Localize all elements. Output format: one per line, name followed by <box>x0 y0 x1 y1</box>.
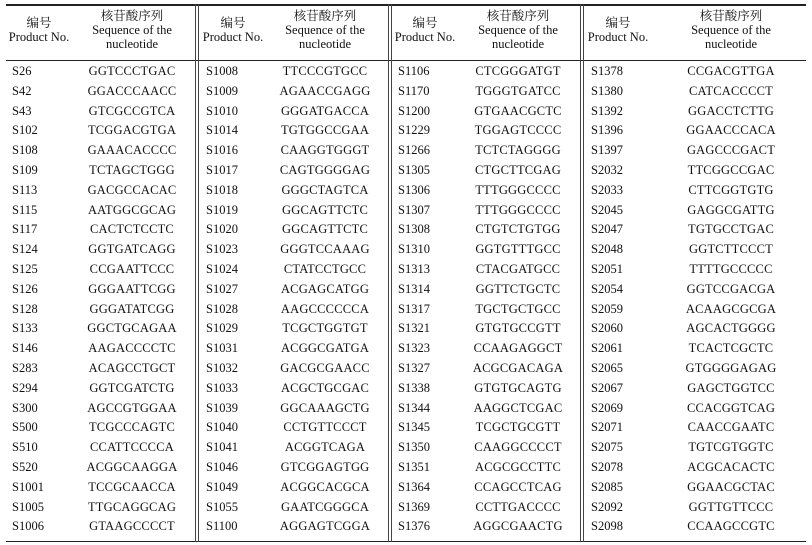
header-product-no <box>587 4 649 60</box>
sequence-cell: GGCAGTTCTC <box>281 222 369 237</box>
product-no-cell: S1055 <box>206 499 238 514</box>
sequence-cell: CTTCGGTGTG <box>688 182 774 197</box>
sequence-cell: TGCTGCTGCC <box>475 301 561 316</box>
header-sequence-cn: 核苷酸序列 <box>100 9 164 23</box>
header-sequence <box>458 4 578 60</box>
sequence-cell: GGTTGTTCCC <box>688 499 774 514</box>
product-no-cell: S1039 <box>206 400 238 415</box>
product-no-cell: S1369 <box>398 499 430 514</box>
sequence-cell: ACAGCCTGCT <box>88 361 176 375</box>
product-no-cell: S1049 <box>206 479 238 494</box>
sequence-cell: GTCGCCGTCA <box>88 103 176 118</box>
sequence-cell: CACTCTCCTC <box>90 222 174 237</box>
sequence-cell: CTACGATGCC <box>475 262 561 276</box>
sequence-cell: GGACCTCTTG <box>687 103 775 118</box>
sequence-cell: AGAACCGAGG <box>279 83 371 98</box>
header-product-cn: 编号 <box>605 16 631 30</box>
product-no-cell: S1229 <box>398 123 430 138</box>
sequence-cell: GGGATATCGG <box>89 301 175 316</box>
sequence-cell: TGGAGTCCCC <box>474 123 562 138</box>
sequence-cell: GTAAGCCCCT <box>89 519 175 534</box>
product-no-cell: S128 <box>12 301 38 316</box>
product-no-cell: S1397 <box>591 143 623 158</box>
product-no-cell: S1019 <box>206 202 238 217</box>
sequence-cell: GAGCCCGACT <box>686 143 776 158</box>
product-no-cell: S1307 <box>398 202 430 217</box>
product-no-cell: S133 <box>12 321 38 336</box>
sequence-cell: GAGCTGGTCC <box>687 380 775 395</box>
sequence-cell: TTCGGCCGAC <box>687 163 775 177</box>
sequence-cell: AGCCGTGGAA <box>87 400 177 415</box>
product-no-cell: S1364 <box>398 479 430 494</box>
sequence-cell: GAGGCGATTG <box>687 202 775 217</box>
sequence-cell: CAGTGGGGAG <box>279 163 371 177</box>
product-no-cell: S126 <box>12 281 38 296</box>
header-product-label <box>8 16 70 44</box>
product-no-cell: S1032 <box>206 361 238 375</box>
product-no-cell: S1327 <box>398 361 430 375</box>
product-no-cell: S2060 <box>591 321 623 336</box>
sequence-cell: GAATCGGGCA <box>280 499 370 514</box>
sequence-cell: GGGATGACCA <box>280 103 370 118</box>
product-no-cell: S2078 <box>591 460 623 474</box>
product-no-cell: S1323 <box>398 341 430 356</box>
sequence-cell: TTTGGGCCCC <box>475 182 561 197</box>
sequence-cell: GGTGATCAGG <box>88 242 176 257</box>
header-product-en: Product No. <box>587 30 649 44</box>
sequence-cell: GGTCGATCTG <box>89 380 175 395</box>
product-no-cell: S2069 <box>591 400 623 415</box>
sequence-cell: GGGCTAGTCA <box>281 182 369 197</box>
sequence-cell: ACGCACACTC <box>687 460 775 474</box>
sequence-cell: ACGGCGATGA <box>280 341 370 356</box>
sequence-cell: GGACCCAACC <box>87 83 177 98</box>
product-no-cell: S125 <box>12 262 38 276</box>
sequence-cell: CATCACCCCT <box>689 83 773 98</box>
sequence-cell: CCATTCCCCA <box>90 440 174 455</box>
product-no-cell: S2045 <box>591 202 623 217</box>
sequence-cell: AGCACTGGGG <box>686 321 776 336</box>
product-no-cell: S109 <box>12 163 38 177</box>
product-no-cell: S1106 <box>398 64 430 78</box>
sequence-cell: CCACGGTCAG <box>686 400 776 415</box>
product-no-cell: S1006 <box>12 519 44 534</box>
header-product-no <box>8 4 70 60</box>
product-no-cell: S500 <box>12 420 38 435</box>
product-no-cell: S1020 <box>206 222 238 237</box>
bottom-rule <box>6 541 806 543</box>
sequence-cell: ACGCGCCTTC <box>474 460 562 474</box>
sequence-cell: GTGAACGCTC <box>474 103 562 118</box>
product-no-cell: S1023 <box>206 242 238 257</box>
sequence-cell: ACGGCACGCA <box>280 479 370 494</box>
sequence-cell: GGCTGCAGAA <box>87 321 177 336</box>
header-product-en: Product No. <box>202 30 264 44</box>
sequence-cell: CCAAGCCGTC <box>687 519 775 534</box>
product-no-cell: S1392 <box>591 103 623 118</box>
sequence-cell: CAACCGAATC <box>687 420 775 435</box>
sequence-cell: ACGGTCAGA <box>284 440 366 455</box>
header-product-no <box>394 4 456 60</box>
product-no-cell: S2047 <box>591 222 623 237</box>
sequence-cell: GGCAAAGCTG <box>280 400 370 415</box>
header-product-en: Product No. <box>394 30 456 44</box>
product-no-cell: S124 <box>12 242 38 257</box>
sequence-cell: TCGCCCAGTC <box>88 420 176 435</box>
sequence-cell: GTCGGAGTGG <box>280 460 370 474</box>
product-no-cell: S1046 <box>206 460 238 474</box>
product-no-cell: S2033 <box>591 182 623 197</box>
header-product-label <box>587 16 649 44</box>
product-no-cell: S117 <box>12 222 38 237</box>
sequence-cell: CTATCCTGCC <box>283 262 367 276</box>
header-sequence-label <box>661 9 801 51</box>
sequence-cell: GTGTGCAGTG <box>474 380 562 395</box>
product-no-cell: S2075 <box>591 440 623 455</box>
product-no-cell: S2059 <box>591 301 623 316</box>
sequence-cell: CTGCTTCGAG <box>474 163 562 177</box>
sequence-cell: GTGGGGAGAG <box>685 361 777 375</box>
product-no-cell: S2054 <box>591 281 623 296</box>
product-no-cell: S1041 <box>206 440 238 455</box>
header-product-en: Product No. <box>8 30 70 44</box>
sequence-cell: GGTCCCTGAC <box>88 64 176 78</box>
product-no-cell: S1351 <box>398 460 430 474</box>
product-no-cell: S1321 <box>398 321 430 336</box>
header-sequence <box>265 4 385 60</box>
sequence-table <box>6 4 806 542</box>
sequence-cell: CTCGGGATGT <box>475 64 561 78</box>
product-no-cell: S1378 <box>591 64 623 78</box>
product-no-cell: S1018 <box>206 182 238 197</box>
sequence-cell: TTCCCGTGCC <box>282 64 368 78</box>
sequence-cell: TGGGTGATCC <box>475 83 561 98</box>
product-no-cell: S1317 <box>398 301 430 316</box>
product-no-cell: S1029 <box>206 321 238 336</box>
product-no-cell: S1344 <box>398 400 430 415</box>
product-no-cell: S26 <box>12 64 32 78</box>
header-sequence <box>661 4 801 60</box>
product-no-cell: S283 <box>12 361 38 375</box>
header-product-label <box>394 16 456 44</box>
sequence-cell: GGAACGCTAC <box>687 479 775 494</box>
product-no-cell: S102 <box>12 123 38 138</box>
sequence-cell: TCTCTAGGGG <box>475 143 561 158</box>
sequence-cell: ACGAGCATGG <box>280 281 370 296</box>
sequence-cell: TTTTGCCCCC <box>689 262 773 276</box>
product-no-cell: S1027 <box>206 281 238 296</box>
sequence-cell: TCGCTGCGTT <box>475 420 561 435</box>
product-no-cell: S2067 <box>591 380 623 395</box>
product-no-cell: S1306 <box>398 182 430 197</box>
header-sequence-en-1: Sequence of the <box>285 23 365 37</box>
product-no-cell: S1028 <box>206 301 238 316</box>
header-product-cn: 编号 <box>220 16 246 30</box>
product-no-cell: S2071 <box>591 420 623 435</box>
sequence-cell: ACAAGCGCGA <box>685 301 777 316</box>
sequence-cell: GACGCGAACC <box>280 361 370 375</box>
product-no-cell: S2061 <box>591 341 623 356</box>
product-no-cell: S2085 <box>591 479 623 494</box>
header-product-cn: 编号 <box>412 16 438 30</box>
sequence-cell: GACGCCACAC <box>87 182 177 197</box>
product-no-cell: S520 <box>12 460 38 474</box>
sequence-cell: TTTGGGCCCC <box>475 202 561 217</box>
product-no-cell: S1345 <box>398 420 430 435</box>
header-sequence-en-2: nucleotide <box>704 37 758 51</box>
header-sequence-en-1: Sequence of the <box>691 23 771 37</box>
product-no-cell: S1338 <box>398 380 430 395</box>
sequence-cell: CCGAATTCCC <box>89 262 175 276</box>
sequence-cell: TGTCGTGGTC <box>688 440 774 455</box>
sequence-cell: AAGCCCCCCA <box>280 301 370 316</box>
product-no-cell: S1014 <box>206 123 238 138</box>
sequence-cell: CCAGCCTCAG <box>474 479 562 494</box>
product-no-cell: S2065 <box>591 361 623 375</box>
sequence-cell: CAAGGCCCCT <box>474 440 562 455</box>
sequence-cell: TCGGACGTGA <box>87 123 177 138</box>
sequence-cell: CCAAGAGGCT <box>473 341 563 356</box>
header-sequence-en-2: nucleotide <box>298 37 352 51</box>
header-sequence-label <box>265 9 385 51</box>
product-no-cell: S2048 <box>591 242 623 257</box>
product-no-cell: S1040 <box>206 420 238 435</box>
sequence-cell: CAAGGTGGGT <box>280 143 370 158</box>
product-no-cell: S1308 <box>398 222 430 237</box>
sequence-cell: TCTAGCTGGG <box>89 163 175 177</box>
product-no-cell: S1016 <box>206 143 238 158</box>
sequence-cell: AAGACCCCTC <box>88 341 176 356</box>
product-no-cell: S1200 <box>398 103 430 118</box>
sequence-cell: CTGTCTGTGG <box>475 222 561 237</box>
product-no-cell: S2051 <box>591 262 623 276</box>
sequence-cell: TTGCAGGCAG <box>87 499 177 514</box>
product-no-cell: S300 <box>12 400 38 415</box>
header-sequence-cn: 核苷酸序列 <box>699 9 763 23</box>
product-no-cell: S1008 <box>206 64 238 78</box>
product-no-cell: S43 <box>12 103 32 118</box>
sequence-cell: CCTTGACCCC <box>475 499 561 514</box>
sequence-cell: GTGTGCCGTT <box>475 321 561 336</box>
header-sequence-en-2: nucleotide <box>491 37 545 51</box>
header-sequence-cn: 核苷酸序列 <box>486 9 550 23</box>
product-no-cell: S113 <box>12 182 38 197</box>
sequence-cell: CCGACGTTGA <box>687 64 775 78</box>
header-sequence-en-1: Sequence of the <box>478 23 558 37</box>
sequence-cell: ACGGCAAGGA <box>86 460 178 474</box>
sequence-cell: AGGCGAACTG <box>473 519 563 534</box>
product-no-cell: S1024 <box>206 262 238 276</box>
product-no-cell: S1313 <box>398 262 430 276</box>
sequence-cell: ACGCGACAGA <box>472 361 564 375</box>
column-separator <box>195 4 199 542</box>
header-sequence <box>72 4 192 60</box>
header-sequence-cn: 核苷酸序列 <box>293 9 357 23</box>
product-no-cell: S115 <box>12 202 38 217</box>
sequence-cell: ACGCTGCGAC <box>280 380 370 395</box>
sequence-cell: AAGGCTCGAC <box>473 400 563 415</box>
product-no-cell: S1305 <box>398 163 430 177</box>
product-no-cell: S1170 <box>398 83 430 98</box>
sequence-cell: AATGGCGCAG <box>87 202 177 217</box>
product-no-cell: S1005 <box>12 499 44 514</box>
header-sequence-label <box>458 9 578 51</box>
product-no-cell: S1266 <box>398 143 430 158</box>
header-rule <box>6 60 806 61</box>
product-no-cell: S1009 <box>206 83 238 98</box>
sequence-cell: GGTGTTTGCC <box>475 242 561 257</box>
product-no-cell: S1100 <box>206 519 238 534</box>
product-no-cell: S1017 <box>206 163 238 177</box>
sequence-cell: GGGTCCAAAG <box>280 242 370 257</box>
product-no-cell: S1010 <box>206 103 238 118</box>
sequence-cell: GGTTCTGCTC <box>475 281 561 296</box>
header-sequence-en-1: Sequence of the <box>92 23 172 37</box>
sequence-cell: CCTGTTCCCT <box>283 420 367 435</box>
sequence-cell: GGTCTTCCCT <box>689 242 773 257</box>
sequence-cell: TGTGGCCGAA <box>280 123 370 138</box>
product-no-cell: S42 <box>12 83 32 98</box>
product-no-cell: S2032 <box>591 163 623 177</box>
product-no-cell: S1314 <box>398 281 430 296</box>
product-no-cell: S1033 <box>206 380 238 395</box>
sequence-cell: TGTGCCTGAC <box>687 222 775 237</box>
header-sequence-label <box>72 9 192 51</box>
product-no-cell: S108 <box>12 143 38 158</box>
product-no-cell: S1001 <box>12 479 44 494</box>
sequence-cell: TCGCTGGTGT <box>282 321 368 336</box>
sequence-cell: GGGAATTCGG <box>88 281 176 296</box>
header-product-cn: 编号 <box>26 16 52 30</box>
sequence-cell: GGCAGTTCTC <box>281 202 369 217</box>
product-no-cell: S294 <box>12 380 38 395</box>
header-sequence-en-2: nucleotide <box>105 37 159 51</box>
product-no-cell: S1376 <box>398 519 430 534</box>
product-no-cell: S2098 <box>591 519 623 534</box>
header-product-no <box>202 4 264 60</box>
product-no-cell: S1396 <box>591 123 623 138</box>
product-no-cell: S1310 <box>398 242 430 257</box>
product-no-cell: S1380 <box>591 83 623 98</box>
sequence-cell: TCACTCGCTC <box>688 341 774 356</box>
product-no-cell: S510 <box>12 440 38 455</box>
product-no-cell: S1031 <box>206 341 238 356</box>
product-no-cell: S146 <box>12 341 38 356</box>
column-separator <box>580 4 584 542</box>
sequence-cell: TCCGCAACCA <box>88 479 176 494</box>
column-separator <box>388 4 392 542</box>
sequence-cell: AGGAGTCGGA <box>279 519 371 534</box>
sequence-cell: GGTCCGACGA <box>686 281 776 296</box>
product-no-cell: S1350 <box>398 440 430 455</box>
product-no-cell: S2092 <box>591 499 623 514</box>
sequence-cell: GGAACCCACA <box>686 123 776 138</box>
header-product-label <box>202 16 264 44</box>
sequence-cell: GAAACACCCC <box>87 143 177 158</box>
